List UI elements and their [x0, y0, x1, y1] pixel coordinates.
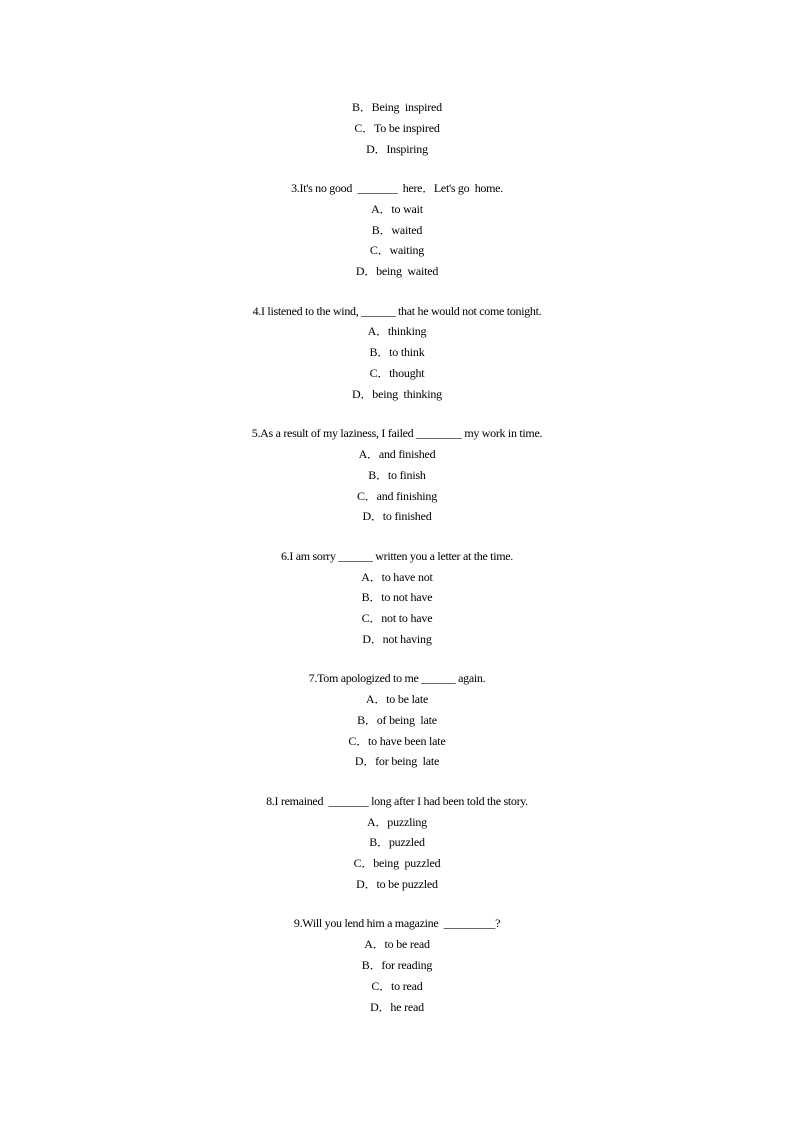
question-4	[0, 301, 794, 405]
option-c: C．To be inspired	[354, 120, 440, 135]
spacer	[0, 650, 794, 669]
option-d: D．to finished	[362, 509, 432, 524]
option-b: B．for reading	[361, 958, 433, 973]
spacer	[0, 895, 794, 914]
option-d: D．Inspiring	[366, 141, 428, 156]
option-a: A．to have not	[361, 569, 433, 584]
option-a: A．and finished	[358, 446, 436, 461]
question-stem: 6.I am sorry ______ written you a letter at the time.	[280, 548, 514, 563]
option-d: D．being waited	[355, 264, 439, 279]
option-c: C．thought	[369, 365, 425, 380]
spacer	[0, 282, 794, 301]
option-a: A．to be late	[365, 692, 429, 707]
option-c: C．being puzzled	[353, 856, 441, 871]
option-c: C．to have been late	[348, 733, 446, 748]
document-page	[0, 97, 794, 1017]
spacer	[0, 527, 794, 546]
question-9	[0, 913, 794, 1017]
question-stem: 8.I remained _______ long after I had been told the story.	[266, 793, 528, 808]
option-c: C．to read	[371, 978, 423, 993]
question-3	[0, 178, 794, 282]
spacer	[0, 772, 794, 791]
option-b: B．of being late	[357, 712, 437, 727]
option-a: A．thinking	[367, 324, 427, 339]
question-2-continued	[0, 97, 794, 159]
option-d: D．for being late	[354, 754, 440, 769]
option-b: B．Being inspired	[352, 100, 442, 114]
question-7	[0, 668, 794, 772]
option-b: B．to think	[369, 345, 425, 360]
option-c: C．waiting	[369, 243, 425, 258]
question-stem: 3.It's no good _______ here．Let's go home.	[291, 180, 503, 195]
option-d: D．to be puzzled	[356, 877, 438, 892]
option-a: A．to wait	[371, 201, 423, 216]
spacer	[0, 159, 794, 178]
option-c: C．and finishing	[357, 488, 437, 503]
question-stem: 7.Tom apologized to me ______ again.	[308, 671, 486, 686]
option-a: A．to be read	[364, 937, 430, 952]
option-b: B．waited	[371, 222, 423, 237]
question-stem: 5.As a result of my laziness, I failed ________ my work in time.	[251, 426, 543, 441]
question-stem: 9.Will you lend him a magazine _________?	[293, 916, 501, 931]
option-d: D．he read	[370, 999, 424, 1014]
question-8	[0, 791, 794, 895]
option-b: B．puzzled	[369, 835, 425, 850]
option-d: D．being thinking	[352, 386, 442, 401]
question-5	[0, 423, 794, 527]
option-b: B．to not have	[361, 590, 433, 605]
spacer	[0, 405, 794, 424]
option-d: D．not having	[362, 631, 432, 646]
option-b: B．to finish	[368, 467, 426, 482]
option-c: C．not to have	[361, 611, 433, 626]
question-stem: 4.I listened to the wind, ______ that he would not come tonight.	[252, 303, 542, 318]
question-6	[0, 546, 794, 650]
option-a: A．puzzling	[367, 814, 427, 829]
